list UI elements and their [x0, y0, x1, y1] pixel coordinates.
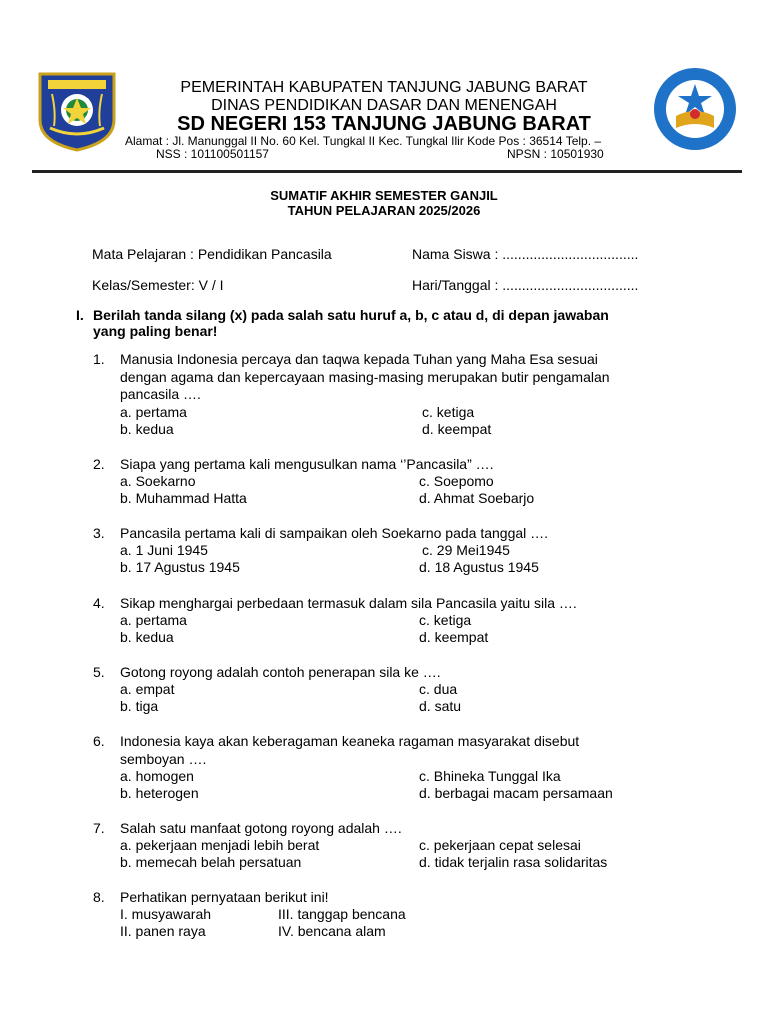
question-number: 3. [93, 525, 105, 541]
header-npsn: NPSN : 10501930 [507, 147, 604, 161]
option-c: c. dua [419, 681, 458, 697]
option-d: d. keempat [419, 629, 489, 645]
header-nss: NSS : 101100501157 [156, 147, 269, 161]
question-text: semboyan …. [120, 751, 207, 767]
header-address: Alamat : Jl. Manunggal II No. 60 Kel. Tungkal II Kec. Tungkal Ilir Kode Pos : 36514 Telp. – [125, 134, 602, 148]
question-text: Siapa yang pertama kali mengusulkan nama ‘’Pancasila” …. [120, 456, 494, 472]
header-department: DINAS PENDIDIKAN DASAR DAN MENENGAH [211, 97, 557, 114]
option-b: b. 17 Agustus 1945 [120, 559, 240, 575]
exam-year: TAHUN PELAJARAN 2025/2026 [287, 203, 481, 218]
header-school-name: SD NEGERI 153 TANJUNG JABUNG BARAT [177, 113, 591, 135]
option-d: d. tidak terjalin rasa solidaritas [419, 854, 608, 870]
option-c: c. ketiga [422, 404, 475, 420]
question-text: Gotong royong adalah contoh penerapan sila ke …. [120, 664, 441, 680]
section-instruction-line1: Berilah tanda silang (x) pada salah satu huruf a, b, c atau d, di depan jawaban [93, 307, 609, 323]
day-date-field: Hari/Tanggal : ................................... [412, 277, 639, 293]
option-d: d. berbagai macam persamaan [419, 785, 613, 801]
exam-title: SUMATIF AKHIR SEMESTER GANJIL [270, 188, 498, 203]
option-b: b. tiga [120, 698, 159, 714]
option-a: a. pekerjaan menjadi lebih berat [120, 837, 320, 853]
class-semester-label: Kelas/Semester: V / I [92, 277, 224, 293]
statement-item: IV. bencana alam [278, 923, 386, 939]
section-number: I. [76, 307, 84, 323]
header-government: PEMERINTAH KABUPATEN TANJUNG JABUNG BARAT [180, 79, 588, 96]
option-d: d. keempat [422, 421, 492, 437]
statement-item: I. musyawarah [120, 906, 212, 922]
question-text: dengan agama dan kepercayaan masing-masing merupakan butir pengamalan [120, 369, 610, 385]
question-text: Pancasila pertama kali di sampaikan oleh Soekarno pada tanggal …. [120, 525, 549, 541]
option-c: c. 29 Mei1945 [422, 542, 510, 558]
option-a: a. pertama [120, 404, 187, 420]
question-text: Manusia Indonesia percaya dan taqwa kepada Tuhan yang Maha Esa sesuai [120, 351, 598, 367]
question-text: pancasila …. [120, 386, 201, 402]
option-c: c. Bhineka Tunggal Ika [419, 768, 561, 784]
statement-item: III. tanggap bencana [278, 906, 406, 922]
option-a: a. Soekarno [120, 473, 196, 489]
option-c: c. Soepomo [419, 473, 494, 489]
option-a: a. 1 Juni 1945 [120, 542, 208, 558]
option-b: b. heterogen [120, 785, 199, 801]
student-name-field: Nama Siswa : ................................... [412, 246, 639, 262]
question-text: Salah satu manfaat gotong royong adalah …. [120, 820, 402, 836]
statement-item: II. panen raya [120, 923, 206, 939]
letterhead-divider [32, 170, 742, 173]
option-d: d. satu [419, 698, 462, 714]
option-c: c. pekerjaan cepat selesai [419, 837, 581, 853]
question-text: Sikap menghargai perbedaan termasuk dalam sila Pancasila yaitu sila …. [120, 595, 577, 611]
question-number: 4. [93, 595, 105, 611]
option-a: a. empat [120, 681, 175, 697]
question-number: 7. [93, 820, 105, 836]
option-c: c. ketiga [419, 612, 472, 628]
section-instruction-line2: yang paling benar! [93, 323, 218, 339]
question-text: Perhatikan pernyataan berikut ini! [120, 889, 329, 905]
question-number: 6. [93, 733, 105, 749]
option-b: b. Muhammad Hatta [120, 490, 247, 506]
option-a: a. pertama [120, 612, 187, 628]
question-text: Indonesia kaya akan keberagaman keaneka ragaman masyarakat disebut [120, 733, 580, 749]
option-b: b. kedua [120, 629, 174, 645]
subject-label: Mata Pelajaran : Pendidikan Pancasila [92, 246, 332, 262]
option-d: d. Ahmat Soebarjo [419, 490, 535, 506]
option-d: d. 18 Agustus 1945 [419, 559, 539, 575]
option-b: b. kedua [120, 421, 174, 437]
question-number: 8. [93, 889, 105, 905]
option-a: a. homogen [120, 768, 194, 784]
option-b: b. memecah belah persatuan [120, 854, 302, 870]
question-number: 1. [93, 351, 105, 367]
question-number: 2. [93, 456, 105, 472]
question-number: 5. [93, 664, 105, 680]
